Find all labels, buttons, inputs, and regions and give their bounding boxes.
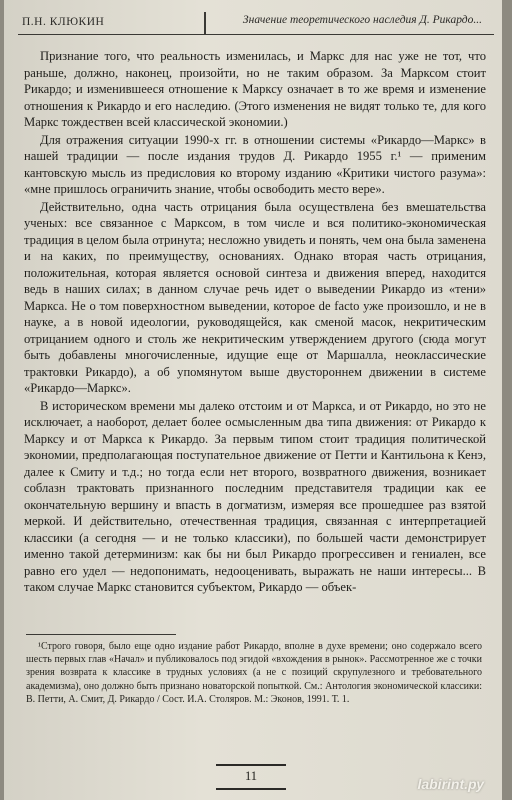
main-text	[24, 48, 486, 597]
header-divider	[204, 12, 206, 34]
watermark: labirint.ру	[417, 776, 484, 792]
book-page	[4, 0, 502, 800]
footnote: ¹Строго говоря, было еще одно издание работ Рикардо, вполне в духе времени; оно содержало всего шесть первых глав «Начал» и публиковалось под эгидой «вхождения в рынок». Рассмотренное же с точки зрения возврата к классике в трудных условиях (а не с позиций скрупулезного и требовательного академизма), оно должно быть признано новаторской попыткой. См.: Антология экономической классики: В. Петти, А. Смит, Д. Рикардо / Сост. И.А. Столяров. М.: Эконов, 1991. Т. 1.	[26, 641, 482, 705]
running-header	[18, 10, 502, 38]
header-author: П.Н. КЛЮКИН	[22, 16, 105, 28]
page-number: 11	[216, 764, 286, 790]
header-rule	[18, 34, 494, 35]
header-title: Значение теоретического наследия Д. Рикардо...	[242, 14, 482, 26]
paragraph: Признание того, что реальность изменилась, и Маркс для нас уже не тот, что раньше, должно, наконец, произойти, но не таким образом. За Марксом стоит Рикардо; и изменившееся отношение к Марксу означает в то же время и изменение отношения к Рикардо и его наследию. (Этого изменения не видят только те, для кого Маркс тождествен всей классической экономии.)	[24, 49, 486, 129]
footnote-rule	[26, 634, 176, 635]
paragraph: Действительно, одна часть отрицания была осуществлена без вмешательства ученых: все связанное с Марксом, в том числе и вся политико-экономическая традиция в целом была отринута; несложно увидеть и понять, чем она была заменена и на каких, по преимуществу, основаниях. Однако вторая часть отрицания, положительная, которая является основой синтеза и движения вперед, находится ведь в наших силах; в данном случае речь идет о выведении Рикардо из «тени» Маркса. Не о том поверхностном выведении, которое de facto уже произошло, и не в науке, а в новой идеологии, руководящейся, как сменой масок, некритическим отрицанием одного и столь же некритическим утверждением другого (сюда могут быть добавлены многочисленные, идущие еще от Маршалла, неоклассические трактовки Рикардо), а об упомянутом выше двустороннем движении в системе «Рикардо—Маркс».	[24, 199, 486, 395]
paragraph: Для отражения ситуации 1990-х гг. в отношении системы «Рикардо—Маркс» в нашей традиции — после издания трудов Д. Рикардо 1955 г.¹ — применим кантовскую мысль из предисловия ко второму изданию «Критики чистого разума»: «мне пришлось ограничить знание, чтобы освободить место вере».	[24, 132, 486, 196]
paragraph: В историческом времени мы далеко отстоим и от Маркса, и от Рикардо, но это не исключает, а наоборот, делает более осмысленным два типа движения: от Рикардо к Марксу и от Маркса к Рикардо. За первым типом стоит традиция политической экономии, предполагающая поступательное движение от Петти и Кантильона к Кенэ, далее к Смиту и т.д.; но тогда если нет второго, возвратного движения, возникает соблазн трактовать признанного последним представителя традиции как ее окончательную вершину и впасть в догматизм, измеряя все прошедшее раз взятой меркой. И действительно, отечественная традиция, связанная с интерпретацией классики (а сегодня — и не только классики), по большей части демонстрирует именно такой детерминизм: как бы ни был Рикардо прогрессивен и гениален, все равно его удел — недопонимать, недооценивать, выражать не наши интересы... В таком случае Маркс становится субъектом, Рикардо — объек-	[24, 398, 486, 594]
